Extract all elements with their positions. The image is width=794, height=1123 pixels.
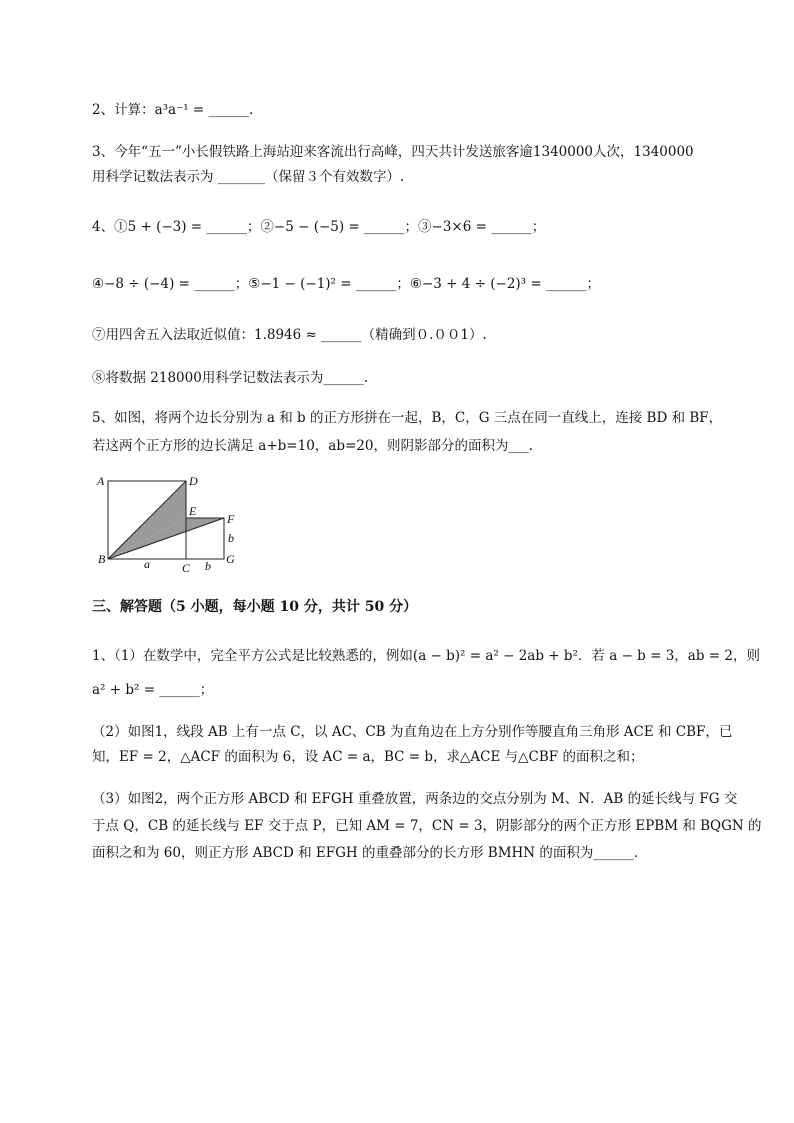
label-C: C [182,561,191,575]
question-4-line-4: ⑧将数据 218000用科学记数法表示为______. [92,370,369,386]
two-squares-figure [92,470,252,576]
solution-1-line-4: 知，EF = 2，△ACF 的面积为 6，设 AC = a，BC = b，求△ACE 与△CBF 的面积之和； [92,749,644,765]
label-A: A [97,474,105,488]
label-B: B [98,552,106,566]
question-3-line-1: 3、今年“五一”小长假铁路上海站迎来客流出行高峰，四天共计发送旅客逾1340000人次，1340000 [92,144,694,160]
question-5-line-1: 5、如图，将两个边长分别为 a 和 b 的正方形拼在一起，B，C，G 三点在同一直线上，连接 BD 和 BF， [92,410,723,426]
question-4-line-2: ④−8 ÷ (−4) = ______；⑤−1 − (−1)² = ______；⑥−3 + 4 ÷ (−2)³ = ______； [92,276,600,292]
section-3-heading: 三、解答题（5 小题，每小题 10 分，共计 50 分） [92,599,418,615]
solution-1-line-6: 于点 Q，CB 的延长线与 EF 交于点 P，已知 AM = 7，CN = 3，阴影部分的两个正方形 EPBM 和 BQGN 的 [92,818,762,834]
solution-1-line-5: （3）如图2，两个正方形 ABCD 和 EFGH 重叠放置，两条边的交点分别为 M、N．AB 的延长线与 FG 交 [92,791,738,807]
label-b-bottom: b [205,559,211,573]
solution-1-line-1: 1、（1）在数学中，完全平方公式是比较熟悉的，例如(a − b)² = a² − 2ab + b²．若 a − b = 3，ab = 2，则 [92,648,760,664]
label-D: D [189,474,198,488]
solution-1-line-7: 面积之和为 60，则正方形 ABCD 和 EFGH 的重叠部分的长方形 BMHN 的面积为______. [92,845,639,861]
label-E: E [189,504,197,518]
question-4-line-1: 4、①5 + (−3) = ______；②−5 − (−5) = ______；③−3×6 = ______； [92,219,546,235]
label-a: a [144,557,150,571]
solution-1-line-3: （2）如图1，线段 AB 上有一点 C，以 AC、CB 为直角边在上方分别作等腰直角三角形 ACE 和 CBF，已 [92,724,733,740]
question-3-line-2: 用科学记数法表示为 _______（保留３个有效数字）. [92,169,405,185]
label-b-side: b [228,531,234,545]
question-4-line-3: ⑦用四舍五入法取近似值：1.8946 ≈ ______（精确到０.００1）. [92,327,487,343]
label-G: G [226,552,235,566]
question-2: 2、计算：a³a⁻¹ = ______. [92,102,254,118]
label-F: F [227,512,235,526]
question-5-line-2: 若这两个正方形的边长满足 a+b=10，ab=20，则阴影部分的面积为___. [92,438,534,454]
solution-1-line-2: a² + b² = ______； [92,682,214,698]
